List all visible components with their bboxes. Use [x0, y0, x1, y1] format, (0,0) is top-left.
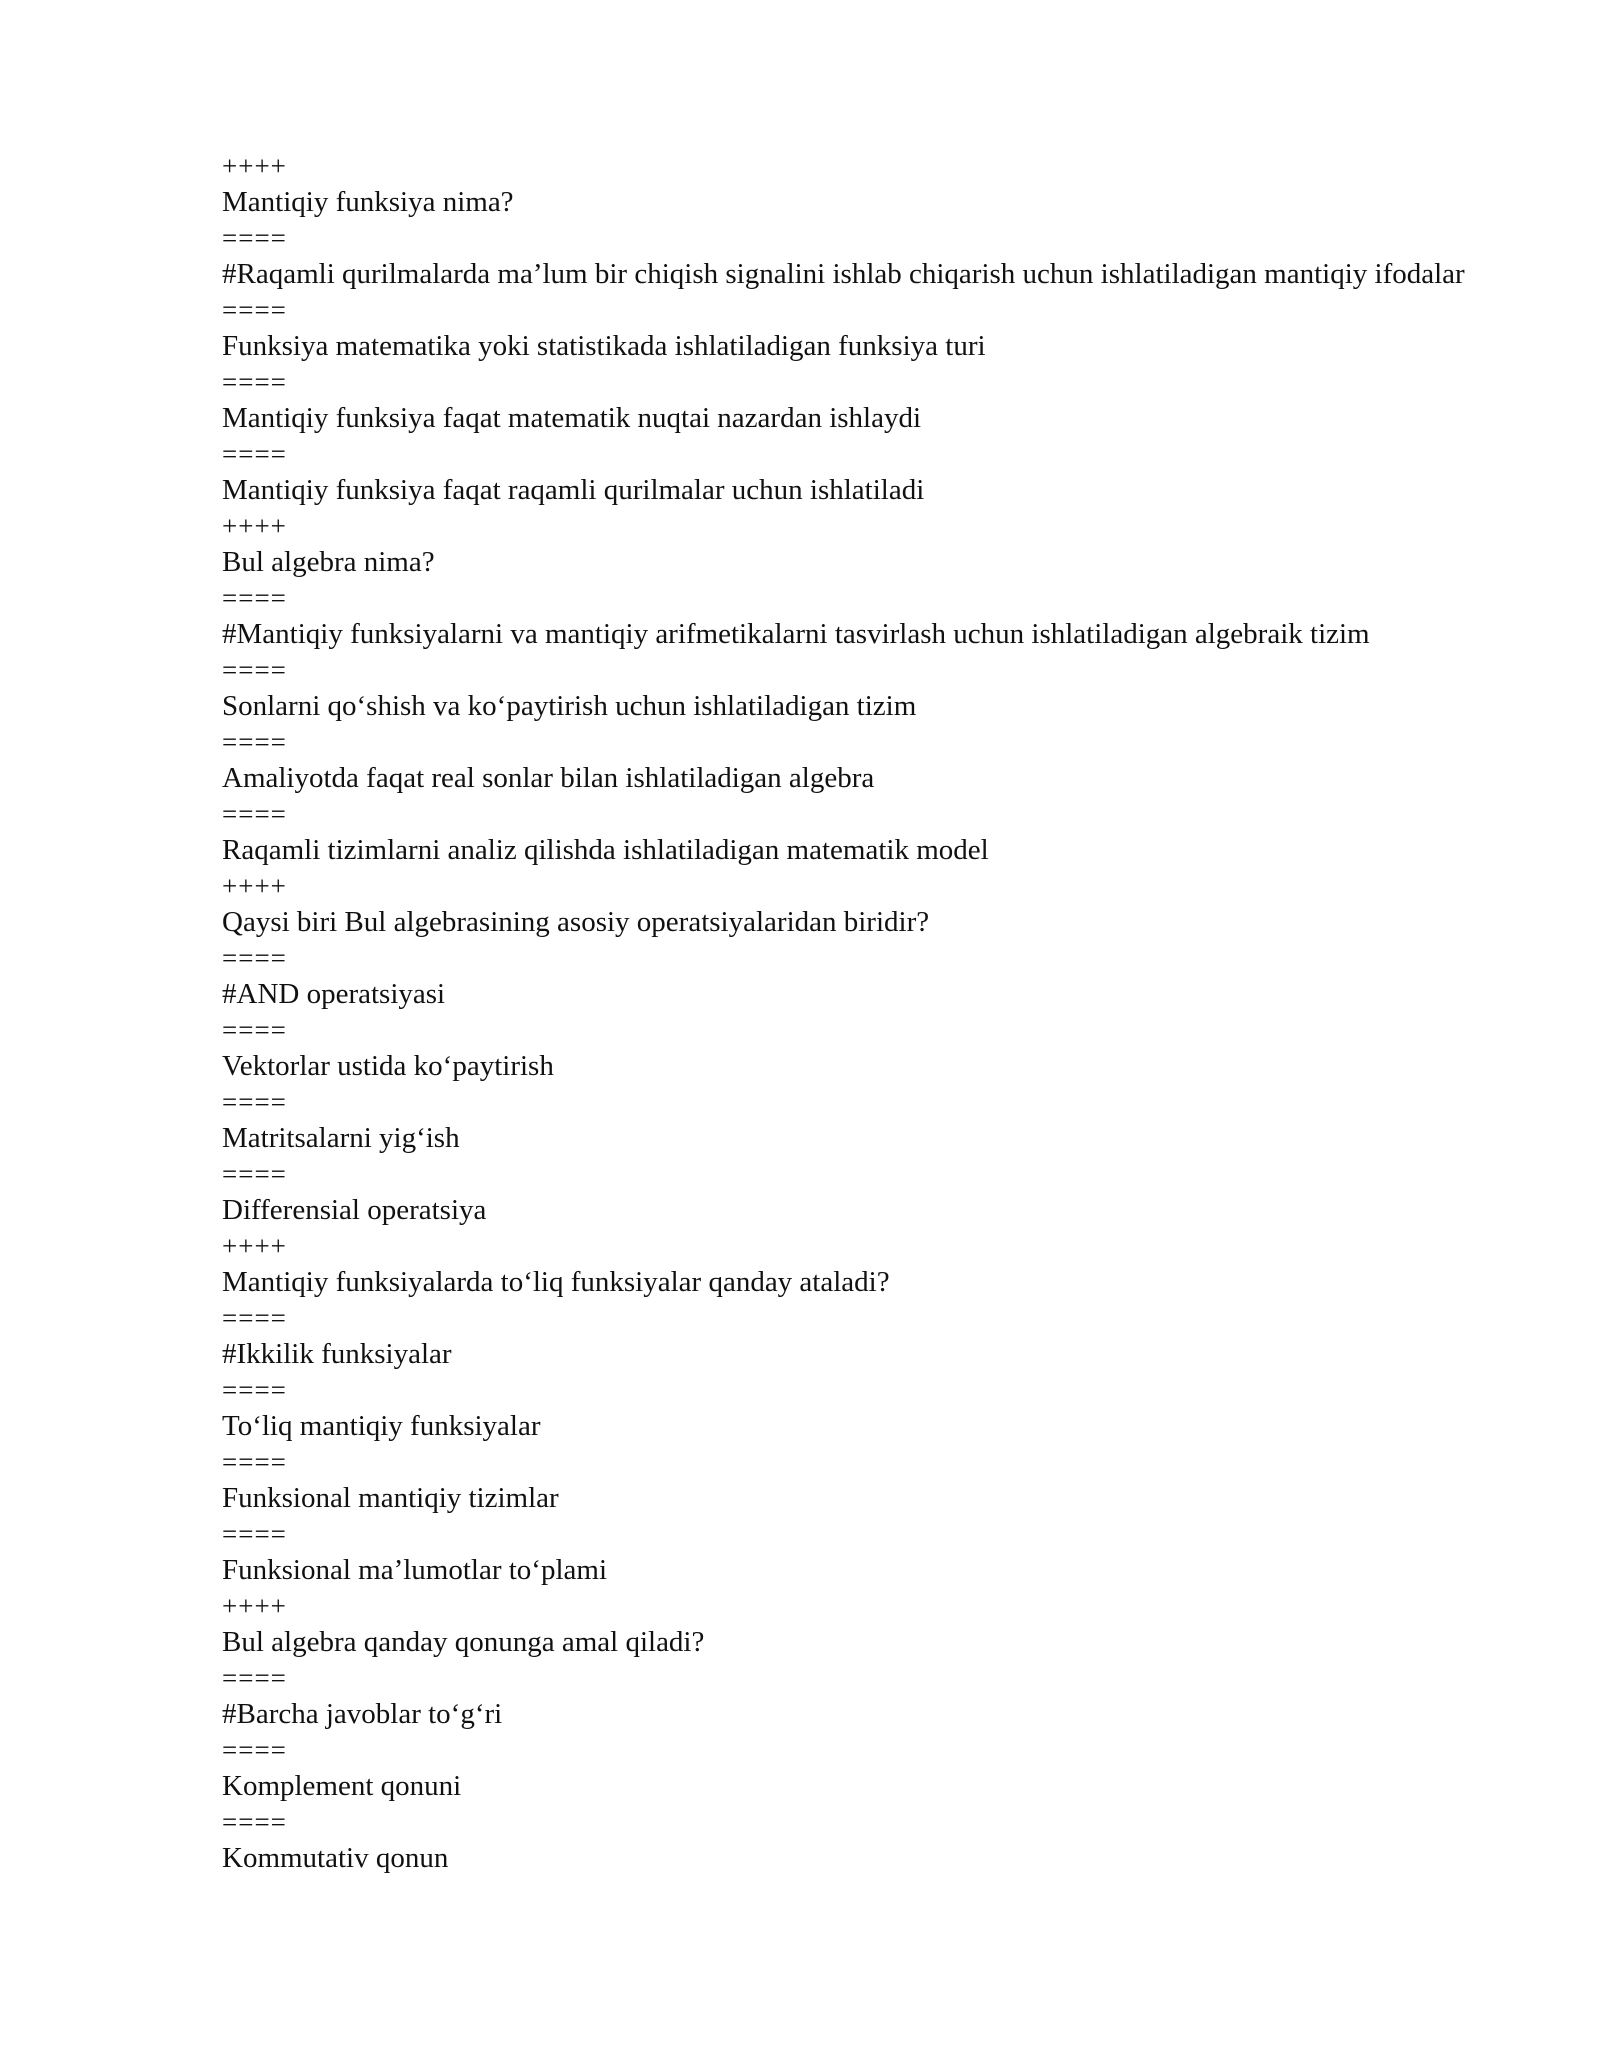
text-line: Sonlarni qo‘shish va ko‘paytirish uchun ishlatiladigan tizim: [222, 690, 917, 722]
text-line: #Barcha javoblar to‘g‘ri: [222, 1698, 503, 1730]
text-line: #Raqamli qurilmalarda ma’lum bir chiqish signalini ishlab chiqarish uchun ishlatiladigan mantiqiy ifodalar: [222, 258, 1465, 290]
separator-line: ====: [222, 583, 287, 613]
text-line: To‘liq mantiqiy funksiyalar: [222, 1410, 541, 1442]
text-line: Qaysi biri Bul algebrasining asosiy operatsiyalaridan biridir?: [222, 906, 930, 938]
separator-line: ++++: [222, 511, 287, 541]
separator-line: ====: [222, 655, 287, 685]
separator-line: ++++: [222, 1591, 287, 1621]
text-line: Mantiqiy funksiya nima?: [222, 186, 514, 218]
separator-line: ====: [222, 1087, 287, 1117]
separator-line: ++++: [222, 871, 287, 901]
text-line: Mantiqiy funksiyalarda to‘liq funksiyalar qanday ataladi?: [222, 1266, 890, 1298]
text-line: Differensial operatsiya: [222, 1194, 487, 1226]
separator-line: ====: [222, 1735, 287, 1765]
separator-line: ====: [222, 1159, 287, 1189]
separator-line: ====: [222, 1663, 287, 1693]
text-line: Bul algebra qanday qonunga amal qiladi?: [222, 1626, 705, 1658]
text-line: Raqamli tizimlarni analiz qilishda ishlatiladigan matematik model: [222, 834, 989, 866]
separator-line: ++++: [222, 151, 287, 181]
text-line: Mantiqiy funksiya faqat matematik nuqtai nazardan ishlaydi: [222, 402, 922, 434]
separator-line: ====: [222, 799, 287, 829]
text-line: #AND operatsiyasi: [222, 978, 446, 1010]
separator-line: ====: [222, 1015, 287, 1045]
separator-line: ====: [222, 727, 287, 757]
separator-line: ====: [222, 1519, 287, 1549]
text-line: Mantiqiy funksiya faqat raqamli qurilmalar uchun ishlatiladi: [222, 474, 925, 506]
separator-line: ====: [222, 943, 287, 973]
text-line: Matritsalarni yig‘ish: [222, 1122, 460, 1154]
text-line: Komplement qonuni: [222, 1770, 462, 1802]
text-line: Funksiya matematika yoki statistikada ishlatiladigan funksiya turi: [222, 330, 986, 362]
text-line: Funksional mantiqiy tizimlar: [222, 1482, 559, 1514]
text-line: Vektorlar ustida ko‘paytirish: [222, 1050, 554, 1082]
text-line: Funksional ma’lumotlar to‘plami: [222, 1554, 608, 1586]
text-line: #Mantiqiy funksiyalarni va mantiqiy arifmetikalarni tasvirlash uchun ishlatiladigan algebraik tizim: [222, 618, 1370, 650]
text-line: Kommutativ qonun: [222, 1842, 449, 1874]
separator-line: ====: [222, 1807, 287, 1837]
text-line: Amaliyotda faqat real sonlar bilan ishlatiladigan algebra: [222, 762, 875, 794]
separator-line: ====: [222, 1375, 287, 1405]
separator-line: ++++: [222, 1231, 287, 1261]
separator-line: ====: [222, 223, 287, 253]
separator-line: ====: [222, 295, 287, 325]
text-line: Bul algebra nima?: [222, 546, 435, 578]
separator-line: ====: [222, 439, 287, 469]
document-body: [222, 148, 1482, 1876]
separator-line: ====: [222, 1447, 287, 1477]
separator-line: ====: [222, 367, 287, 397]
text-line: #Ikkilik funksiyalar: [222, 1338, 452, 1370]
separator-line: ====: [222, 1303, 287, 1333]
